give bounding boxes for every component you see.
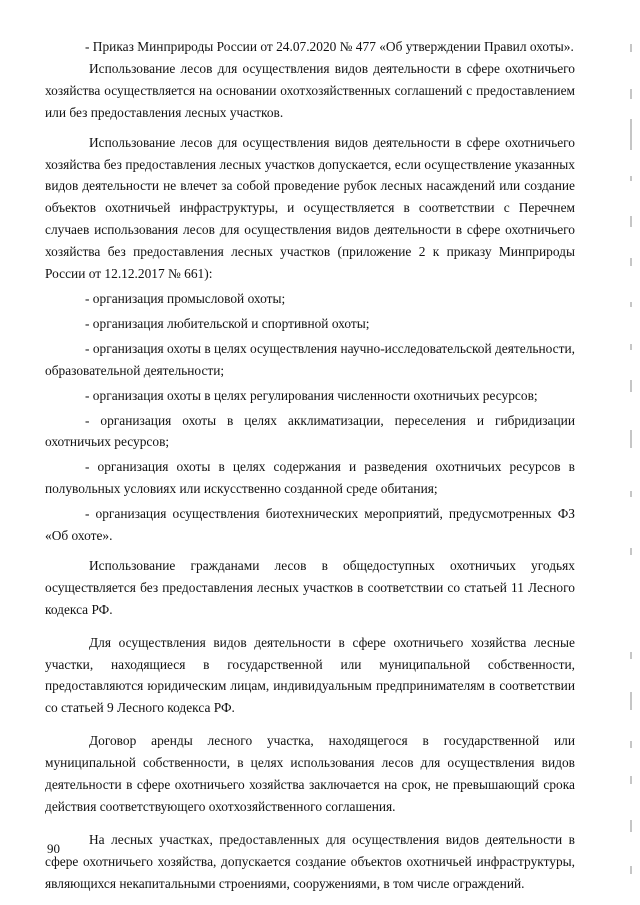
paragraph-infrastructure: На лесных участках, предоставленных для осуществления видов деятельности в сфере охотничьего хозяйства, допускается создание объектов охотничьей инфраструктуры, являющихся некапитальными строениями, сооружениями, в том числе ограждений. [45,831,575,891]
list-item-biotechnical-measures: - организация осуществления биотехнических мероприятий, предусмотренных ФЗ «Об охоте». [45,506,575,544]
scan-edge-mark [630,302,632,307]
list-item-research-hunting: - организация охоты в целях осуществления научно-исследовательской деятельности, образовательной деятельности; [45,340,575,378]
scan-edge-mark [630,741,632,748]
scan-edge-mark [630,820,632,832]
scan-edge-mark [630,548,632,555]
scan-edge-mark [630,866,632,874]
scan-edge-mark [630,776,632,784]
scan-edge-mark [630,89,632,99]
list-item-commercial-hunting: - организация промысловой охоты; [85,290,286,306]
paragraph-plot-provision: Для осуществления видов деятельности в сфере охотничьего хозяйства лесные участки, находящиеся в государственной или муниципальной собственности, предоставляются юридическим лицам, индивидуальным предпринимателям в соответствии со статьей 9 Лесного кодекса РФ. [45,634,575,716]
list-item-acclimatization: - организация охоты в целях акклиматизации, переселения и гибридизации охотничьих ресурсов; [45,412,575,450]
page-number: 90 [47,841,60,856]
scan-edge-mark [630,119,632,150]
scan-edge-mark [630,491,632,497]
list-item-amateur-hunting: - организация любительской и спортивной охоты; [85,315,370,331]
scan-edge-mark [630,344,632,350]
list-item-population-regulation: - организация охоты в целях регулирования численности охотничьих ресурсов; [85,387,538,403]
scan-edge-mark [630,176,632,181]
scan-edge-mark [630,692,632,710]
scan-edge-mark [630,380,632,392]
list-item-breeding: - организация охоты в целях содержания и разведения охотничьих ресурсов в полувольных условиях или искусственно созданной среде обитания; [45,459,575,497]
scan-edge-mark [630,258,632,266]
scan-edge-mark [630,216,632,227]
paragraph-public-hunting-grounds: Использование гражданами лесов в общедоступных охотничьих угодьях осуществляется без предоставления лесных участков в соответствии со статьей 11 Лесного кодекса РФ. [45,557,575,617]
order-reference: - Приказ Минприроды России от 24.07.2020 № 477 «Об утверждении Правил охоты». [85,39,574,54]
scan-edge-mark [630,430,632,448]
scan-edge-mark [630,652,632,659]
paragraph-lease-agreement: Договор аренды лесного участка, находящегося в государственной или муниципальной собственности, в целях использования лесов для осуществления видов деятельности в сфере охотничьего хозяйства заключается на срок, не превышающий срока действия соответствующего охотхозяйственного соглашения. [45,733,575,814]
scan-edge-mark [630,44,632,52]
paragraph-without-plots: Использование лесов для осуществления видов деятельности в сфере охотничьего хозяйства без предоставления лесных участков допускается, если осуществление указанных видов деятельности не влечет за собой проведение рубок лесных насаждений или создание объектов охотничьей инфраструктуры, и осуществляется в соответствии с Перечнем случаев использования лесов для осуществления видов деятельности в сфере охотничьего хозяйства без предоставления лесных участков (приложение 2 к приказу Минприроды России от 12.12.2017 № 661): [45,134,575,282]
paragraph-forest-use-basis: Использование лесов для осуществления видов деятельности в сфере охотничьего хозяйства осуществляется на основании охотхозяйственных соглашений с предоставлением или без предоставления лесных участков. [45,60,575,120]
page-body [45,36,575,895]
